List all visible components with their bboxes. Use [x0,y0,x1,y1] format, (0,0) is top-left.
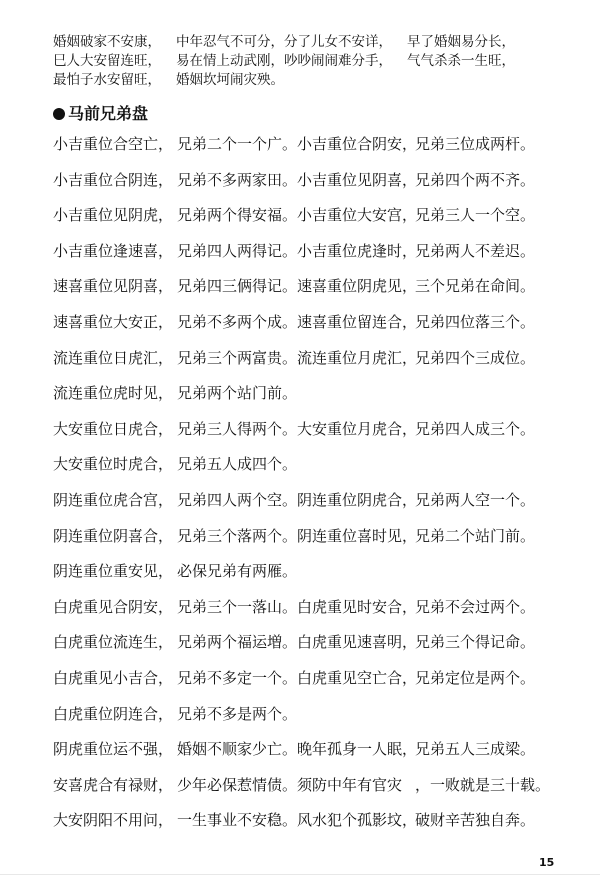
verse-line-col1: 小吉重位逢速喜， [53,241,174,260]
verse-line-col3: 兄弟四个两不齐。 [415,170,536,189]
verse-line-col1: 阴连重位虎合宫， [53,490,174,509]
verse-line-col3: 破财辛苦独自奔。 [415,811,536,830]
verse-line-col3: 兄弟三人一个空。 [415,206,536,225]
verse-line [53,204,573,240]
verse-line [53,489,573,525]
verse-line-col2: 兄弟三个两富贵。流连重位月虎汇， [177,348,418,367]
bottom-edge-line [0,874,600,875]
verse-line-col1: 白虎重见小吉合， [53,668,174,687]
verse-line-col1: 安喜虎合有禄财， [53,775,174,794]
verse-lines [53,133,573,845]
verse-line-col2: 兄弟三个落两个。阴连重位喜时见， [177,526,418,545]
verse-line [53,133,573,169]
section-heading [53,101,148,124]
verse-line-col1: 白虎重见合阴安， [53,597,174,616]
verse-line [53,596,573,632]
top-row-col3: 气气杀杀一生旺， [407,53,515,69]
bullet-icon [53,108,65,120]
verse-line-col1: 小吉重位见阴虎， [53,206,174,225]
verse-line-col2: 兄弟四人两得记。小吉重位虎逢时， [177,241,418,260]
top-row-col1: 最怕子水安留旺， [53,72,161,88]
verse-line-col3: 兄弟四个三成位。 [415,348,536,367]
verse-line-col1: 流连重位虎时见， [53,384,174,403]
verse-line [53,240,573,276]
verse-line-col3: 三个兄弟在命间。 [415,277,536,296]
verse-line-col2: 必保兄弟有两雁。 [177,562,298,581]
top-row-col2: 婚姻坎坷闹灾殃。 [176,72,284,88]
top-row-col2: 易在情上动武刚，吵吵闹闹难分手， [176,53,392,69]
top-row [53,71,573,90]
verse-line [53,703,573,739]
verse-line [53,525,573,561]
verse-line [53,418,573,454]
top-row-col3: 早了婚姻易分长， [407,34,515,50]
verse-line-col1: 大安阴阳不用问， [53,811,174,830]
verse-line-col1: 阴连重位阴喜合， [53,526,174,545]
verse-line-col2: 兄弟不多是两个。 [177,704,298,723]
verse-line [53,631,573,667]
verse-line [53,667,573,703]
verse-line-col1: 小吉重位合空亡， [53,135,174,153]
verse-line [53,738,573,774]
verse-line-col1: 小吉重位合阴连， [53,170,174,189]
verse-line [53,809,573,845]
top-row [53,33,573,52]
verse-line [53,169,573,205]
verse-line-col2: 兄弟四人两个空。阴连重位阴虎合， [177,490,418,509]
verse-line-col3: ，一败就是三十载。 [415,775,551,794]
verse-line [53,774,573,810]
verse-line [53,453,573,489]
verse-line-col2: 婚姻不顺家少亡。晚年孤身一人眠， [177,740,418,759]
verse-line-col2: 兄弟五人成四个。 [177,455,298,474]
verse-line [53,311,573,347]
verse-line-col3: 兄弟定位是两个。 [415,668,536,687]
section-heading-text: 马前兄弟盘 [68,104,149,123]
verse-line-col1: 速喜重位见阴喜， [53,277,174,296]
verse-line-col2: 兄弟不多两个成。速喜重位留连合， [177,312,418,331]
top-row-col1: 巳人大安留连旺， [53,53,161,69]
verse-line-col2: 兄弟两个得安福。小吉重位大安宫， [177,206,418,225]
verse-line-col2: 兄弟三个一落山。白虎重见时安合， [177,597,418,616]
top-row-col2: 中年忍气不可分，分了儿女不安详， [176,34,392,50]
verse-line-col1: 白虎重位阴连合， [53,704,174,723]
verse-line-col1: 速喜重位大安正， [53,312,174,331]
verse-line-col1: 流连重位日虎汇， [53,348,174,367]
page-number: 15 [539,856,555,869]
verse-line-col2: 兄弟四三俩得记。速喜重位阴虎见， [177,277,418,296]
verse-line-col1: 白虎重位流连生， [53,633,174,652]
verse-line-col2: 少年必保惹情债。须防中年有官灾 [177,775,403,794]
top-text-block [53,33,573,90]
verse-line-col2: 一生事业不安稳。风水犯个孤影坟， [177,811,418,830]
top-row-col1: 婚姻破家不安康， [53,34,161,50]
verse-line-col1: 阴连重位重安见， [53,562,174,581]
verse-line-col2: 兄弟二个一个广。小吉重位合阴安， [177,135,418,153]
verse-line-col3: 兄弟四位落三个。 [415,312,536,331]
verse-line [53,347,573,383]
top-row [53,52,573,71]
verse-line-col2: 兄弟不多定一个。白虎重见空亡合， [177,668,418,687]
verse-line [53,560,573,596]
verse-line-col3: 兄弟两人不差迟。 [415,241,536,260]
verse-line-col1: 大安重位时虎合， [53,455,174,474]
verse-line-col3: 兄弟二个站门前。 [415,526,536,545]
verse-line-col1: 大安重位日虎合， [53,419,174,438]
verse-line-col2: 兄弟两个站门前。 [177,384,298,403]
verse-line-col3: 兄弟三位成两杆。 [415,135,536,153]
verse-line-col3: 兄弟两人空一个。 [415,490,536,509]
verse-line-col3: 兄弟四人成三个。 [415,419,536,438]
verse-line-col1: 阴虎重位运不强， [53,740,174,759]
verse-line-col3: 兄弟三个得记命。 [415,633,536,652]
verse-line-col3: 兄弟不会过两个。 [415,597,536,616]
verse-line-col2: 兄弟两个福运増。白虎重见速喜明， [177,633,418,652]
verse-line-col2: 兄弟三人得两个。大安重位月虎合， [177,419,418,438]
verse-line [53,275,573,311]
verse-line [53,382,573,418]
verse-line-col2: 兄弟不多两家田。小吉重位见阴喜， [177,170,418,189]
verse-line-col3: 兄弟五人三成梁。 [415,740,536,759]
